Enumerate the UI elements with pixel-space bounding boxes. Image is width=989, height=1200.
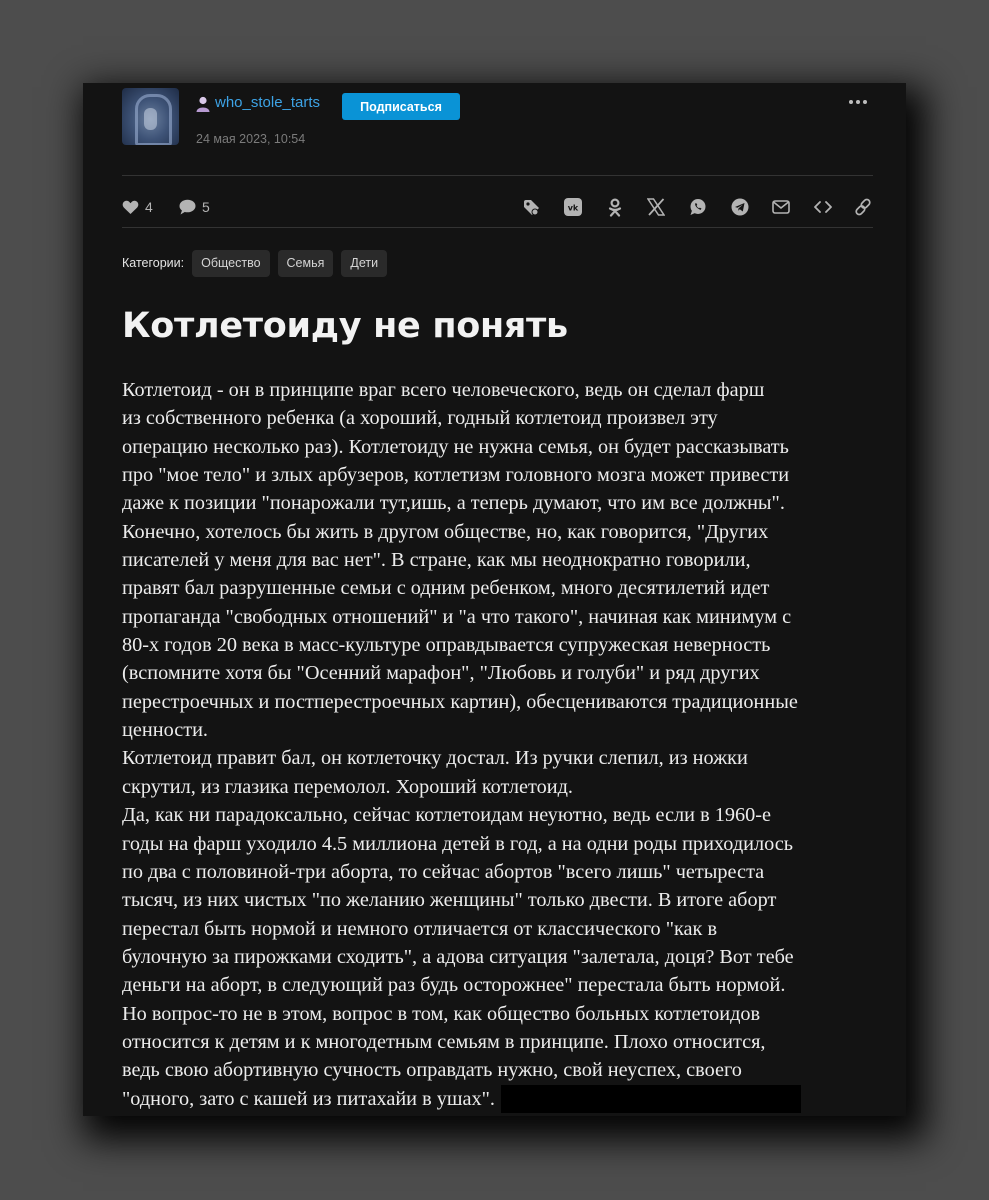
article-line-text: "одного, зато с кашей из питахайи в ушах". [122, 1087, 496, 1110]
article-line: ведь свою абортивную сучность оправдать нужно, свой неуспех, своего [122, 1059, 742, 1082]
article-line: про "мое тело" и злых арбузеров, котлетизм головного мозга может привести [122, 464, 790, 487]
post-date: 24 мая 2023, 10:54 [196, 132, 306, 146]
like-button[interactable] [122, 195, 153, 219]
subscribe-button[interactable]: Подписаться [342, 93, 460, 120]
stats-bar [122, 195, 873, 219]
comments-count: 5 [202, 199, 210, 215]
article-line: 80-х годов 20 века в масс-культуре оправдывается супружеская неверность [122, 634, 771, 657]
article-line: Котлетоид правит бал, он котлеточку достал. Из ручки слепил, из ножки [122, 747, 748, 770]
article-line: пропаганда "свободных отношений" и "а что такого", начиная как минимум с [122, 605, 792, 628]
author-header [122, 88, 873, 150]
categories [122, 249, 395, 277]
article-line: перестал быть нормой и немного отличается от классического "как в [122, 917, 718, 940]
comment-icon [178, 199, 196, 215]
article-line: по два с половиной-три аборта, то сейчас абортов "всего лишь" четыреста [122, 860, 765, 883]
category-tag[interactable]: Семья [278, 250, 334, 277]
article-line: (вспомните хотя бы "Осенний марафон", "Любовь и голуби" и ряд других [122, 662, 760, 685]
article-line-last [122, 1085, 877, 1113]
article-line: булочную за пирожками сходить", а адова ситуация "залетала, доця? Вот тебе [122, 945, 794, 968]
article-line: скрутил, из глазика перемолол. Хороший котлетоид. [122, 775, 573, 798]
user-icon [196, 96, 210, 112]
embed-code-icon[interactable] [811, 195, 835, 219]
vk-icon[interactable] [561, 195, 585, 219]
share-icon[interactable] [519, 195, 543, 219]
article-line: правят бал разрушенные семьи с одним ребенком, много десятилетий идет [122, 577, 770, 600]
svg-text:vk: vk [567, 203, 579, 213]
likes-count: 4 [145, 199, 153, 215]
article-line: Да, как ни парадоксально, сейчас котлетоидам неуютно, ведь если в 1960-е [122, 804, 772, 827]
mail-icon[interactable] [769, 195, 793, 219]
article-line: даже к позиции "понарожали тут,ишь, а теперь думают, что им все должны". [122, 492, 785, 515]
article-line: годы на фарш уходило 4.5 миллиона детей в год, а на одни роды приходилось [122, 832, 794, 855]
whatsapp-icon[interactable] [686, 195, 710, 219]
post-card [83, 83, 906, 1116]
categories-label: Категории: [122, 256, 185, 270]
article-line: деньги на аборт, в следующий раз будь осторожнее" перестала быть нормой. [122, 974, 786, 997]
article-body [122, 376, 877, 1113]
article-line: Котлетоид - он в принципе враг всего человеческого, ведь он сделал фарш [122, 379, 765, 401]
post-content [122, 88, 873, 1110]
divider [122, 227, 873, 228]
article-line: перестроечных и постперестроечных картин), обесцениваются традиционные [122, 690, 798, 713]
article-line: относится к детям и к многодетным семьям в принципе. Плохо относится, [122, 1030, 766, 1053]
article-line: ценности. [122, 719, 208, 742]
x-icon[interactable] [644, 195, 668, 219]
article-line: Конечно, хотелось бы жить в другом обществе, но, как говорится, "Других [122, 520, 769, 543]
redaction-block [501, 1085, 801, 1113]
article-line: операцию несколько раз). Котлетоиду не нужна семья, он будет рассказывать [122, 435, 789, 458]
article-line: Но вопрос-то не в этом, вопрос в том, как общество больных котлетоидов [122, 1002, 761, 1025]
article-line: из собственного ребенка (а хороший, годный котлетоид произвел эту [122, 407, 718, 430]
more-options-icon[interactable] [849, 98, 869, 106]
article-line: тысяч, из них чистых "по желанию женщины" только двести. В итоге аборт [122, 889, 777, 912]
heart-icon [122, 199, 139, 215]
author-username[interactable]: who_stole_tarts [215, 94, 321, 111]
article-line: писателей у меня для вас нет". В стране, как мы неоднократно говорили, [122, 549, 751, 572]
divider [122, 175, 873, 176]
telegram-icon[interactable] [728, 195, 752, 219]
odnoklassniki-icon[interactable] [603, 195, 627, 219]
category-tag[interactable]: Общество [192, 250, 269, 277]
article-title: Котлетоиду не понять [122, 306, 568, 346]
avatar[interactable] [122, 88, 179, 145]
category-tag[interactable]: Дети [341, 250, 387, 277]
link-icon[interactable] [851, 195, 875, 219]
comments-button[interactable] [178, 195, 210, 219]
